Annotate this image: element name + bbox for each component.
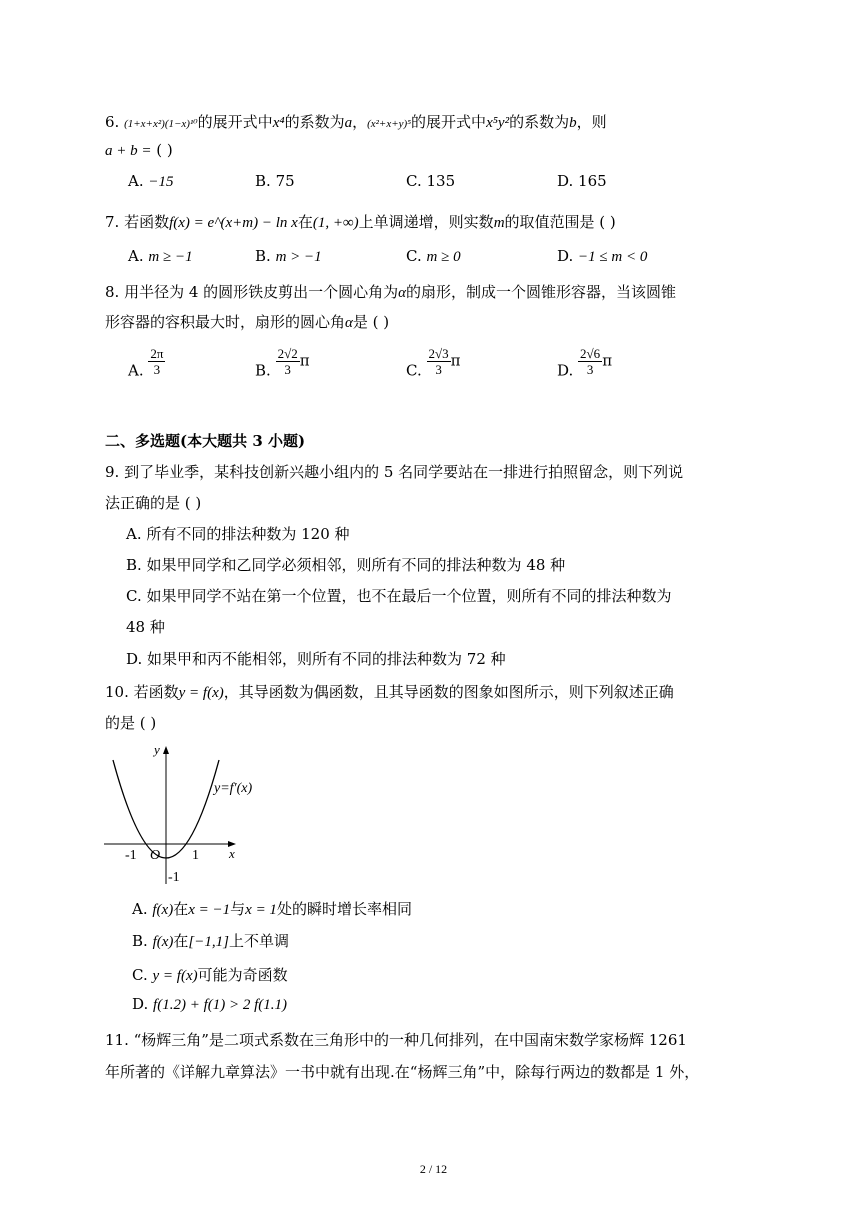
fraction (148, 346, 165, 377)
q6-expr2: (x²+x+y)⁵ (367, 118, 412, 130)
q9-option-b: B. 如果甲同学和乙同学必须相邻，则所有不同的排法种数为 48 种 (126, 556, 566, 574)
q9-line1: 9. 到了毕业季，某科技创新兴趣小组内的 5 名同学要站在一排进行拍照留念，则下列说 (105, 463, 684, 481)
q6-line1 (105, 112, 607, 134)
tick-label-y-neg1: -1 (168, 870, 180, 885)
q6-x5y2: x⁵y² (486, 115, 510, 131)
x-axis-label: x (229, 846, 235, 861)
q8-text2: 的扇形，制成一个圆锥形容器，当该圆锥 (406, 283, 677, 301)
tick-label-neg1: -1 (125, 848, 137, 863)
q6-answer-blank: ( ) (156, 141, 173, 159)
page-number: 2 / 12 (419, 1162, 448, 1176)
q6-text1: 的展开式中 (197, 113, 273, 131)
q10-line1 (105, 682, 674, 703)
q9-option-a: A. 所有不同的排法种数为 120 种 (126, 525, 350, 543)
fraction-numerator: 2π (150, 346, 164, 361)
q7-m: m (493, 215, 505, 231)
option-math2: x = −1 (188, 902, 231, 918)
option-label: B. (255, 361, 271, 380)
q6-text3: 的展开式中 (411, 113, 487, 131)
q6-text5: ，则 (576, 113, 607, 131)
option-text2: 与 (230, 900, 246, 918)
q7-option-a (128, 247, 193, 266)
q9-line2: 法正确的是 ( ) (105, 494, 202, 512)
q7-option-c (406, 247, 461, 266)
fraction-numerator: 2√2 (277, 346, 298, 361)
q6-number: 6. (105, 113, 120, 131)
q8-text1: 8. 用半径为 4 的圆形铁皮剪出一个圆心角为 (105, 283, 399, 301)
option-math: f(x) (152, 934, 174, 950)
q7-option-d (557, 247, 647, 266)
tick-label-1: 1 (192, 848, 199, 863)
option-math: y = f(x) (152, 968, 198, 984)
q8-alpha: α (398, 285, 407, 301)
q7-text3: 上单调递增，则实数 (358, 213, 494, 231)
option-text: 在 (173, 932, 189, 950)
option-tail: π (602, 351, 613, 370)
fraction-denominator: 3 (586, 362, 594, 377)
q10-function: y = f(x) (178, 685, 224, 701)
option-text3: 处的瞬时增长率相同 (276, 900, 412, 918)
q6-x4: x⁴ (272, 115, 285, 131)
q7-line1 (105, 212, 616, 233)
q8-text3: 形容器的容积最大时，扇形的圆心角 (105, 313, 346, 331)
option-value: m ≥ −1 (148, 249, 193, 265)
fraction (578, 346, 602, 377)
option-label: B. (132, 932, 148, 950)
q10-option-c (132, 964, 288, 985)
q8-option-d (557, 346, 612, 380)
option-label: B. (255, 172, 271, 190)
q11-line1: 11. “杨辉三角”是二项式系数在三角形中的一种几何排列，在中国南宋数学家杨辉 1261 (105, 1031, 687, 1049)
option-math3: x = 1 (245, 902, 277, 918)
derivative-graph (100, 738, 260, 888)
option-text2: 上不单调 (228, 932, 289, 950)
option-math: f(1.2) + f(1) > 2 f(1.1) (153, 997, 288, 1013)
option-label: C. (406, 247, 422, 265)
q10-option-b (132, 930, 289, 951)
section-heading: 二、多选题(本大题共 3 小题) (105, 432, 306, 450)
y-axis-arrow (163, 746, 169, 754)
option-value: 165 (578, 172, 607, 190)
q6-a: a (344, 115, 353, 131)
q10-text1: 10. 若函数 (105, 683, 179, 701)
q7-interval: (1, +∞) (312, 215, 359, 231)
q8-text4: 是 ( ) (352, 313, 390, 331)
q8-line2 (105, 312, 389, 333)
q10-line2: 的是 ( ) (105, 714, 157, 732)
q7-function: f(x) = e^(x+m) − ln x (169, 215, 298, 231)
q6-option-c (406, 172, 455, 190)
origin-label: O (150, 848, 161, 863)
q8-option-c (406, 346, 461, 380)
y-axis-label: y (154, 742, 160, 757)
q7-text1: 若函数 (124, 213, 170, 231)
q7-text2: 在 (297, 213, 313, 231)
option-tail: π (299, 351, 310, 370)
option-value: 135 (426, 172, 456, 190)
q6-expr1: (1+x+x²)(1−x)¹⁰ (124, 118, 198, 130)
q6-comma: ， (352, 113, 368, 131)
option-label: C. (406, 172, 422, 190)
fraction (276, 346, 300, 377)
q8-option-b (255, 346, 310, 380)
option-label: D. (557, 247, 574, 265)
q10-text2: ，其导函数为偶函数，且其导函数的图象如图所示，则下列叙述正确 (223, 683, 674, 701)
option-label: D. (557, 361, 574, 380)
curve-label: y=f′(x) (214, 781, 253, 796)
option-label: A. (128, 247, 144, 265)
q9-option-d: D. 如果甲和丙不能相邻，则所有不同的排法种数为 72 种 (126, 650, 506, 668)
option-label: D. (557, 172, 574, 190)
option-label: A. (128, 172, 144, 190)
q10-option-d (132, 995, 287, 1014)
option-text: 可能为奇函数 (197, 966, 288, 984)
option-value: −15 (148, 174, 174, 190)
option-label: C. (406, 361, 422, 380)
option-label: A. (132, 900, 148, 918)
q8-line1 (105, 282, 676, 303)
option-value: m > −1 (275, 249, 322, 265)
q6-option-b (255, 172, 295, 190)
option-value: 75 (275, 172, 295, 190)
option-value: −1 ≤ m < 0 (578, 249, 648, 265)
option-label: C. (132, 966, 148, 984)
fraction-denominator: 3 (153, 362, 161, 377)
option-label: B. (255, 247, 271, 265)
option-label: A. (128, 361, 144, 380)
option-math: f(x) (152, 902, 174, 918)
option-tail: π (450, 351, 461, 370)
q9-option-c-line1: C. 如果甲同学不站在第一个位置，也不在最后一个位置，则所有不同的排法种数为 (126, 587, 672, 605)
q6-a-plus-b: a + b = (105, 143, 152, 159)
fraction-denominator: 3 (284, 362, 291, 377)
fraction-numerator: 2√6 (580, 346, 601, 361)
q7-text4: 的取值范围是 ( ) (504, 213, 616, 231)
q7-option-b (255, 247, 322, 266)
q6-b: b (569, 115, 577, 131)
q6-line2 (105, 140, 173, 161)
q6-option-a (128, 172, 174, 191)
fraction-denominator: 3 (435, 362, 442, 377)
q8-alpha-2: α (345, 315, 353, 331)
fraction (427, 346, 451, 377)
q11-line2: 年所著的《详解九章算法》一书中就有出现.在“杨辉三角”中，除每行两边的数都是 1 外， (105, 1063, 700, 1081)
q6-text2: 的系数为 (284, 113, 345, 131)
option-label: D. (132, 995, 149, 1013)
option-math2: [−1,1] (188, 934, 229, 950)
q6-option-d (557, 172, 607, 190)
option-value: m ≥ 0 (426, 249, 461, 265)
q7-number: 7. (105, 213, 120, 231)
q6-text4: 的系数为 (509, 113, 570, 131)
q10-option-a (132, 898, 412, 919)
fraction-numerator: 2√3 (428, 346, 449, 361)
option-text: 在 (173, 900, 189, 918)
q8-option-a (128, 346, 165, 380)
q9-option-c-line2: 48 种 (126, 618, 165, 636)
